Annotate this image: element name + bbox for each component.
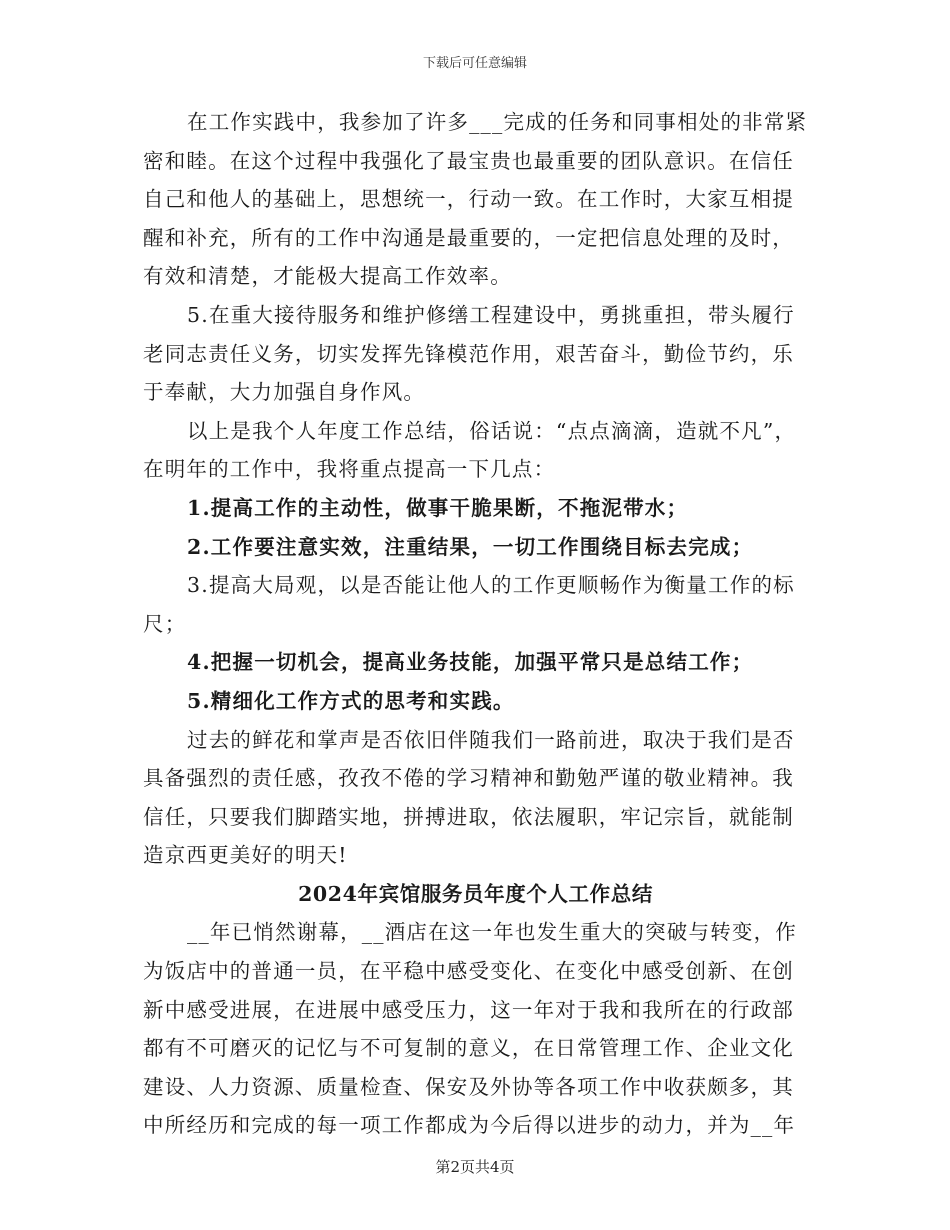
list-item: 3.提高大局观，以是否能让他人的工作更顺畅作为衡量工作的标: [187, 573, 795, 598]
list-item-bold: 5.精细化工作方式的思考和实践。: [187, 688, 515, 713]
paragraph-line: 以上是我个人年度工作总结，俗话说：“点点滴滴，造就不凡”，: [187, 418, 797, 443]
paragraph-line: 于奉献，大力加强自身作风。: [143, 380, 426, 405]
list-item-bold: 1.提高工作的主动性，做事干脆果断，不拖泥带水；: [187, 495, 689, 520]
paragraph-line: 醒和补充，所有的工作中沟通是最重要的，一定把信息处理的及时，: [143, 225, 794, 250]
paragraph-line: 5.在重大接待服务和维护修缮工程建设中，勇挑重担，带头履行: [187, 302, 795, 327]
paragraph-line: 建设、人力资源、质量检查、保安及外协等各项工作中收获颇多，其: [143, 1074, 794, 1099]
paragraph-line: 自己和他人的基础上，思想统一，行动一致。在工作时，大家互相提: [143, 187, 794, 212]
paragraph-line: 为饭店中的普通一员，在平稳中感受变化、在变化中感受创新、在创: [143, 959, 794, 984]
paragraph-line: 都有不可磨灭的记忆与不可复制的意义，在日常管理工作、企业文化: [143, 1036, 794, 1061]
paragraph-line: 新中感受进展，在进展中感受压力，这一年对于我和我所在的行政部: [143, 997, 794, 1022]
paragraph-line: 中所经历和完成的每一项工作都成为今后得以进步的动力，并为__年: [143, 1113, 796, 1138]
page-footer: 第2页共4页: [435, 1158, 515, 1176]
paragraph-line: 老同志责任义务，切实发挥先锋模范作用，艰苦奋斗，勤俭节约，乐: [143, 341, 794, 366]
paragraph-line: 在明年的工作中，我将重点提高一下几点：: [143, 457, 556, 482]
paragraph-line: 在工作实践中，我参加了许多___完成的任务和同事相处的非常紧: [187, 110, 808, 134]
paragraph-line: 信任，只要我们脚踏实地，拼搏进取，依法履职，牢记宗旨，就能制: [143, 804, 794, 829]
paragraph-line: 密和睦。在这个过程中我强化了最宝贵也最重要的团队意识。在信任: [143, 148, 794, 173]
paragraph-line: 过去的鲜花和掌声是否依旧伴随我们一路前进，取决于我们是否: [187, 727, 795, 752]
paragraph-line: __年已悄然谢幕，__酒店在这一年也发生重大的突破与转变，作: [187, 920, 797, 945]
paragraph-line: 造京西更美好的明天!: [143, 843, 348, 868]
list-item-continuation: 尺；: [143, 611, 187, 636]
paragraph-line: 有效和清楚，才能极大提高工作效率。: [143, 264, 512, 289]
list-item-bold: 4.把握一切机会，提高业务技能，加强平常只是总结工作；: [187, 650, 754, 675]
list-item-bold: 2.工作要注意实效，注重结果，一切工作围绕目标去完成；: [187, 534, 754, 559]
page-header: 下载后可任意编辑: [422, 56, 527, 71]
paragraph-line: 具备强烈的责任感，孜孜不倦的学习精神和勤勉严谨的敬业精神。我: [143, 766, 794, 791]
document-body: [143, 103, 808, 1145]
section-title: 2024年宾馆服务员年度个人工作总结: [298, 881, 653, 906]
